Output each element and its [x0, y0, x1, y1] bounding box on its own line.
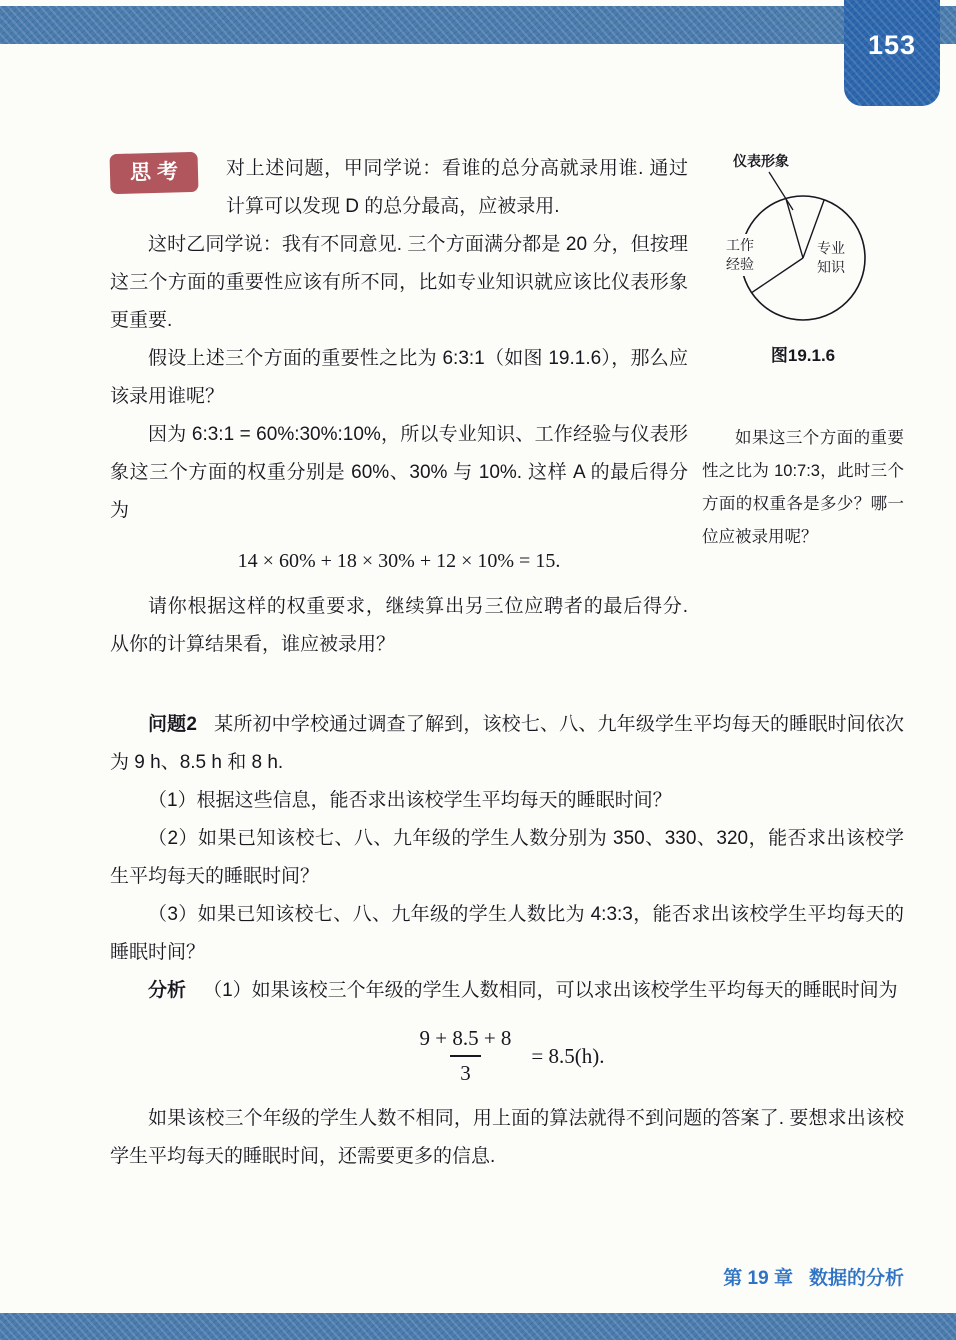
problem2-intro-text: 某所初中学校通过调查了解到，该校七、八、九年级学生平均每天的睡眠时间依次为 9 h、8.5 h 和 8 h. [110, 714, 904, 773]
top-section [110, 150, 904, 664]
fraction [409, 1026, 521, 1086]
fraction-numerator: 9 + 8.5 + 8 [419, 1026, 512, 1050]
weighted-score-formula: 14 × 60% + 18 × 30% + 12 × 10% = 15. [237, 550, 561, 572]
margin-note: 如果这三个方面的重要性之比为 10:7:3，此时三个方面的权重各是多少？哪一位应被录用呢？ [702, 429, 904, 546]
analysis-lead: 分析 [148, 980, 187, 1001]
problem2-intro [110, 706, 904, 782]
paragraph-opinion: 这时乙同学说：我有不同意见. 三个方面满分都是 20 分，但按理这三个方面的重要性应该有所不同，比如专业知识就应该比仪表形象更重要. [110, 234, 688, 331]
side-column [702, 150, 904, 664]
think-badge: 思考 [109, 152, 198, 194]
page-content [110, 150, 904, 1176]
paragraph-exercise: 请你根据这样的权重要求，继续算出另三位应聘者的最后得分. 从你的计算结果看，谁应被录用？ [110, 596, 688, 655]
pie-chart [703, 150, 903, 332]
analysis-text: （1）如果该校三个年级的学生人数相同，可以求出该校学生平均每天的睡眠时间为 [203, 980, 898, 1001]
pie-label-work-1: 工作 [726, 237, 754, 253]
page-number: 153 [867, 30, 917, 60]
bottom-decorative-band [0, 1313, 956, 1340]
analysis-paragraph [110, 972, 904, 1010]
problem2-section [110, 706, 904, 1176]
think-paragraph [110, 150, 688, 226]
page-footer [723, 1263, 904, 1290]
footer-chapter: 第 19 章 [723, 1268, 793, 1289]
fraction-denominator: 3 [450, 1055, 481, 1086]
pie-label-pro-2: 知识 [817, 259, 845, 275]
pie-label-work-2: 经验 [726, 256, 754, 272]
pie-label-pro-1: 专业 [817, 240, 845, 256]
pie-radius-2 [786, 198, 803, 258]
closing-paragraph: 如果该校三个年级的学生人数不相同，用上面的算法就得不到问题的答案了. 要想求出该校学生平均每天的睡眠时间，还需要更多的信息. [110, 1108, 904, 1167]
page-number-tab [844, 0, 940, 106]
figure-caption: 图19.1.6 [770, 346, 836, 365]
problem2-question-2: （2）如果已知该校七、八、九年级的学生人数分别为 350、330、320，能否求出该校学生平均每天的睡眠时间？ [110, 828, 904, 887]
fraction-result: = 8.5(h). [531, 1043, 605, 1068]
problem2-question-1: （1）根据这些信息，能否求出该校学生平均每天的睡眠时间？ [148, 790, 672, 811]
main-text-column [110, 150, 688, 664]
top-decorative-band [0, 6, 956, 44]
problem2-lead: 问题2 [148, 714, 197, 735]
figure-19-1-6 [702, 150, 904, 366]
footer-title: 数据的分析 [808, 1268, 904, 1289]
average-sleep-formula [110, 1026, 904, 1086]
think-text: 对上述问题，甲同学说：看谁的总分高就录用谁. 通过计算可以发现 D 的总分最高，应被录用. [226, 158, 688, 217]
paragraph-weights: 因为 6:3:1 = 60%:30%:10%，所以专业知识、工作经验与仪表形象这三个方面的权重分别是 60%、30% 与 10%. 这样 A 的最后得分为 [110, 424, 688, 521]
paragraph-assumption: 假设上述三个方面的重要性之比为 6:3:1（如图 19.1.6），那么应该录用谁呢？ [110, 348, 688, 407]
pie-label-appearance: 仪表形象 [733, 153, 789, 169]
problem2-question-3: （3）如果已知该校七、八、九年级的学生人数比为 4:3:3，能否求出该校学生平均每天的睡眠时间？ [110, 904, 904, 963]
